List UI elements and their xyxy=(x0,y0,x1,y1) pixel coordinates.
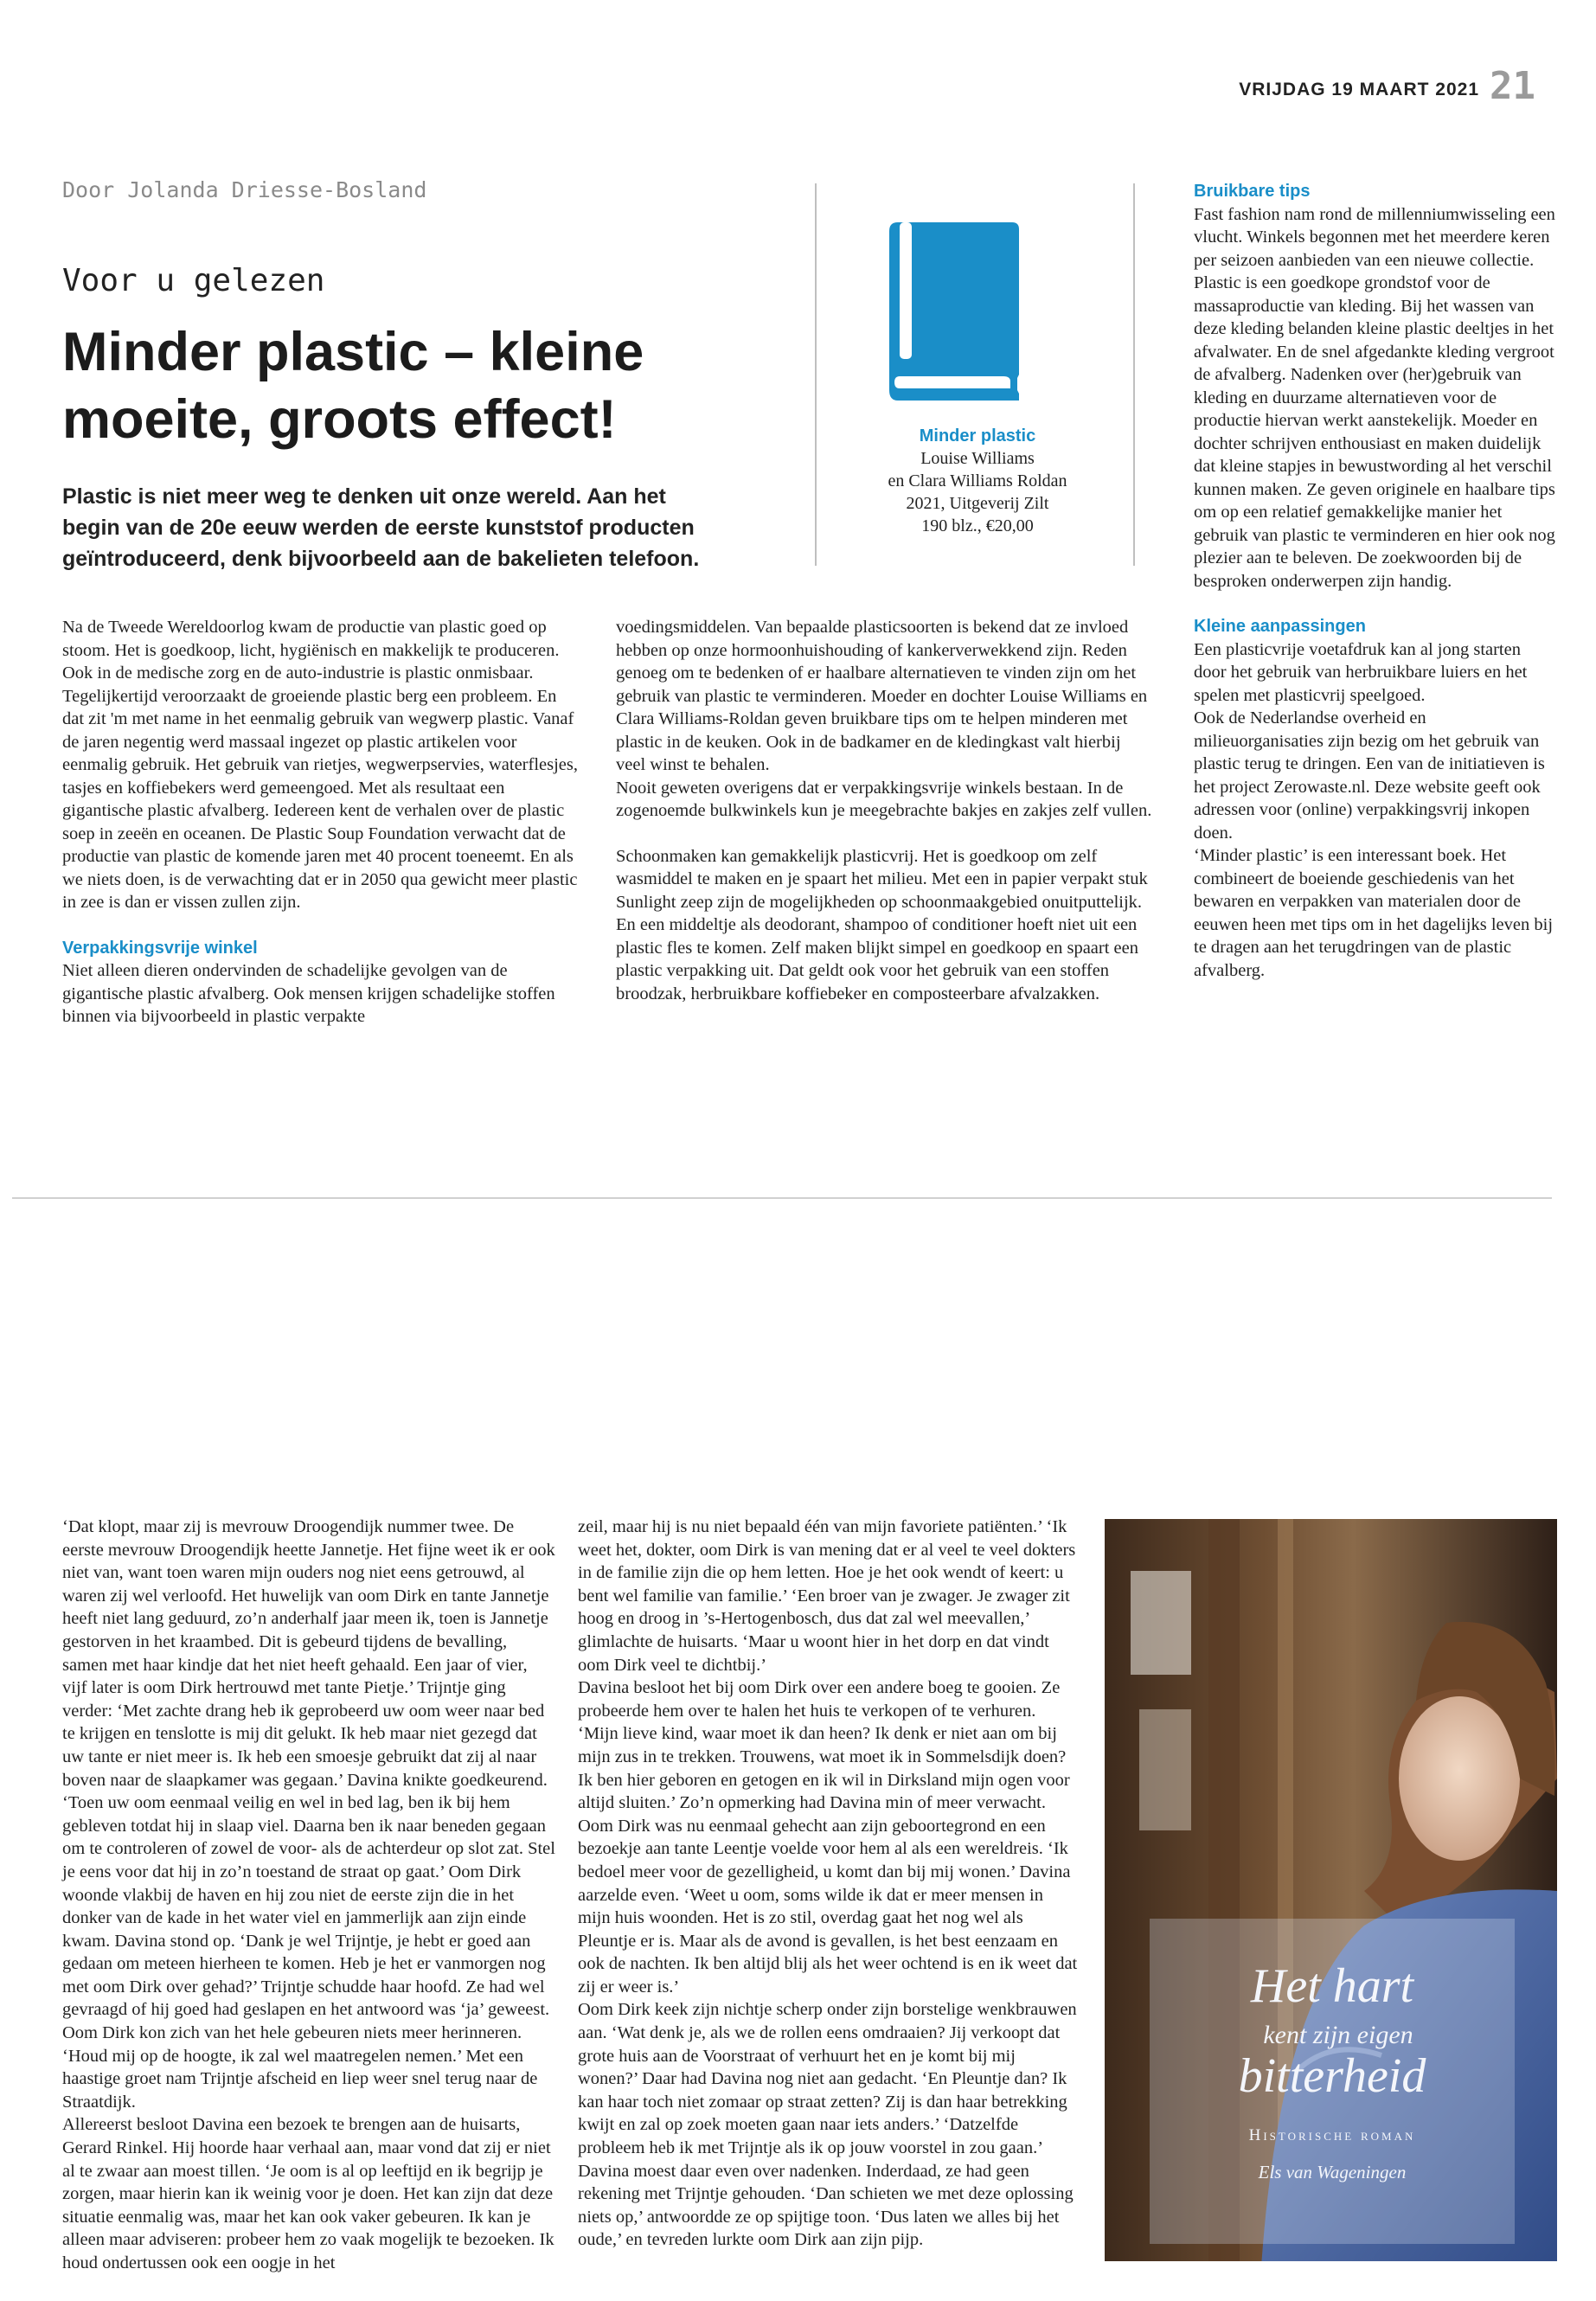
column-divider xyxy=(1133,183,1135,566)
paragraph: Oom Dirk keek zijn nichtje scherp onder zijn borstelige wenkbrauwen aan. ‘Wat denk je, als we de rollen eens omdraaien? Jij verkoopt dat grote huis aan de Voorstraat of verhuurt het en je komt bij mij wonen?’ Daar had Davina nog niet aan gedacht. ‘En Pleuntje dan? Ik kan haar toch niet zomaar op straat zetten? Zij is dan haar betrekking kwijt en zal op zoek moeten gaan naar iets anders.’ ‘Datzelfde probleem heb ik met Trijntje als ik op jouw voorstel in zou gaan.’ Davina moest daar even over nadenken. Inderdaad, ze had geen rekening met Trijntje gehouden. ‘Dan schieten we met deze oplossing niets op,’ antwoordde ze op spijtige toon. ‘Dus laten we alles bij het oude,’ en tevreden lurkte oom Dirk aan zijn pijp. xyxy=(578,2000,1077,2250)
paragraph: ‘Minder plastic’ is een interessant boek. Het combineert de boeiende geschiedenis van het bewaren en verpakken van materialen door de eeuwen heen met tips om in het dagelijks leven bij te dragen aan het terugdringen van de plastic afvalberg. xyxy=(1194,846,1554,980)
cover-author: Els van Wageningen xyxy=(1258,2162,1407,2182)
paragraph: Davina besloot het bij oom Dirk over een andere boeg te gooien. Ze probeerde hem over te halen het huis te verkopen of te verhuren. ‘Mijn lieve kind, waar moet ik dan heen? Ik denk er niet aan om bij mijn zus in te trekken. Trouwens, wat moet ik in Sommelsdijk doen? Ik ben hier geboren en getogen en ik wil in Dirksland mijn ogen voor altijd sluiten.’ Zo’n opmerking had Davina min of meer verwacht. Oom Dirk was nu eenmaal gehecht aan zijn geboortegrond en een bezoekje aan tante Leentje voelde voor hem al als een wereldreis. ‘Ik bedoel meer voor de gezelligheid, u komt dan bij mij wonen.’ Davina aarzelde even. ‘Weet u oom, soms wilde ik dat er meer mensen in mijn huis woonden. Het is zo stil, overdag gaat het nog wel als Pleuntje er is. Maar als de avond is gevallen, is het best eenzaam en ook de nachten. Ik ben altijd blij als het weer ochtend is en ik weet dat zij er weer is.’ xyxy=(578,1678,1078,1997)
paragraph: Tegelijkertijd veroorzaakt de groeiende plastic berg een probleem. En dat zit 'm met name in het eenmalig gebruik van wegwerp plastic. Vanaf de jaren negentig werd massaal ingezet op plastic artikelen voor eenmalig gebruik. Het gebruik van rietjes, wegwerpservies, waterflesjes, tasjes en koffiebekers werd gemeengoed. Met als resultaat een gigantische plastic afvalberg. Iedereen kent de verhalen over de plastic soep in zeeën en oceanen. De Plastic Soup Foundation verwacht dat de productie van plastic de komende jaren met 40 procent toeneemt. En als we niets doen, is de verwachting dat er in 2050 qua gewicht meer plastic in zee is dan er vissen zullen zijn. xyxy=(62,686,578,912)
paragraph: Een plasticvrije voetafdruk kan al jong starten door het gebruik van herbruikbare luiers en het spelen met plasticvrij speelgoed. xyxy=(1194,639,1528,705)
book-authors: en Clara Williams Roldan xyxy=(888,471,1067,490)
paragraph: Niet alleen dieren ondervinden de schadelijke gevolgen van de gigantische plastic afvalberg. Ook mensen krijgen schadelijke stoffen binnen via bijvoorbeeld in plastic verpakte xyxy=(62,961,555,1026)
paragraph: ‘Dat klopt, maar zij is mevrouw Droogendijk nummer twee. De eerste mevrouw Droogendijk heette Jannetje. Het fijne weet ik er ook niet van, want toen waren mijn ouders nog niet eens getrouwd, al waren zij wel verloofd. Het huwelijk van oom Dirk en tante Jannetje heeft niet lang geduurd, zo’n anderhalf jaar meen ik, toen is Jannetje gestorven in het kraambed. Dit is gebeurd tijdens de bevalling, samen met haar kindje dat het niet heeft gehaald. Een jaar of vier, vijf later is oom Dirk hertrouwd met tante Pietje.’ Trijntje ging verder: ‘Met zachte drang heb ik geprobeerd uw oom weer naar bed te krijgen en tenslotte is mij dit gelukt. Ik heb maar niet gezegd dat uw tante er niet meer is. Ik heb een smoesje gebruikt dat zij al naar boven naar de slaapkamer was gegaan.’ Davina knikte goedkeurend. ‘Toen uw oom eenmaal veilig en wel in bed lag, ben ik bij hem gebleven totdat hij in slaap viel. Daarna ben ik naar beneden gegaan om te controleren of zowel de voor- als de achterdeur op slot zat. Stel je eens voor dat hij in zo’n toestand de straat op gaat.’ Oom Dirk woonde vlakbij de haven en hij zou niet de eerste zijn die in het donker van de kade in het water viel en jammerlijk aan zijn einde kwam. Davina stond op. ‘Dank je wel Trijntje, je hebt er goed aan gedaan om meteen hierheen te komen. Heb je het er vanmorgen nog met oom Dirk over gehad?’ Trijntje schudde haar hoofd. Ze had wel gevraagd of hij goed had geslapen en het antwoord was ‘ja’ geweest. Oom Dirk kon zich van het hele gebeuren niets meer herinneren. ‘Houd mij op de hoogte, ik zal wel maatregelen nemen.’ Met een haastige groet nam Trijntje afscheid en liep weer snel terug naar de Straatdijk. xyxy=(62,1517,555,2112)
intro-line: geïntroduceerd, denk bijvoorbeeld aan de bakelieten telefoon. xyxy=(62,547,700,571)
book-authors: Louise Williams xyxy=(920,449,1035,468)
intro xyxy=(62,481,789,574)
page-number: 21 xyxy=(1490,64,1535,108)
byline: Door Jolanda Driesse-Bosland xyxy=(62,177,427,202)
book-publisher: 2021, Uitgeverij Zilt xyxy=(906,494,1049,513)
cover-title: bitterheid xyxy=(1238,2049,1426,2103)
book-title: Minder plastic xyxy=(919,426,1036,445)
cover-title: Het hart xyxy=(1250,1959,1414,2013)
intro-line: begin van de 20e eeuw werden de eerste kunststof producten xyxy=(62,516,695,540)
cover-title: kent zijn eigen xyxy=(1263,2021,1413,2049)
subheading: Kleine aanpassingen xyxy=(1194,617,1366,636)
cover-genre: Historische roman xyxy=(1248,2126,1416,2144)
paragraph: Fast fashion nam rond de millenniumwisseling een vlucht. Winkels begonnen met het meerdere keren per seizoen aanbieden van een nieuwe collectie. Plastic is een goedkope grondstof voor de massaproductie van kleding. Bij het wassen van deze kleding belanden kleine plastic deeltjes in het afvalwater. En de snel afgedankte kleding vergroot de afvalberg. Nadenken over (her)gebruik van kleding en duurzame alternatieven voor de productie hiervan werkt aanstekelijk. Moeder en dochter schrijven enthousiast en maken duidelijk dat kleine stapjes in bewustwording al het verschil kunnen maken. Ze geven originele en haalbare tips om op een relatief gemakkelijke manier het gebruik van plastic te verminderen en hier ook nog plezier aan te beleven. De zoekwoorden bij de besproken onderwerpen zijn handig. xyxy=(1194,204,1555,591)
paragraph: Nooit geweten overigens dat er verpakkingsvrije winkels bestaan. In de zogenoemde bulkwinkels kun je meegebrachte bakjes en zakjes zelf vullen. xyxy=(616,778,1152,820)
book-info xyxy=(848,425,1107,537)
subheading: Verpakkingsvrije winkel xyxy=(62,938,258,958)
book-cover xyxy=(1105,1519,1557,2261)
story-column xyxy=(578,1516,1080,2252)
kicker: Voor u gelezen xyxy=(62,263,325,298)
story-column xyxy=(62,1516,555,2275)
column-divider xyxy=(815,183,817,566)
paragraph: Na de Tweede Wereldoorlog kwam de productie van plastic goed op stoom. Het is goedkoop, licht, hygiënisch en makkelijk te produceren. Ook in de medische zorg en de auto-industrie is plastic onmisbaar. xyxy=(62,618,560,683)
section-divider xyxy=(12,1197,1552,1199)
intro-line: Plastic is niet meer weg te denken uit onze wereld. Aan het xyxy=(62,484,666,509)
book-details: 190 blz., €20,00 xyxy=(921,516,1034,535)
headline-line: Minder plastic – kleine xyxy=(62,322,644,382)
book-icon xyxy=(874,221,1021,402)
article-column xyxy=(1194,180,1557,982)
paragraph: zeil, maar hij is nu niet bepaald één van mijn favoriete patiënten.’ ‘Ik weet het, dokter, oom Dirk is van mening dat er al veel te veel dokters in de familie zijn die op hem letten. Hoe je het ook wendt of keert: u bent wel familie van familie.’ ‘Een broer van je zwager. Je zwager zit hoog en droog in ’s-Hertogenbosch, dus dat zal wel meevallen,’ glimlachte de huisarts. ‘Maar u woont hier in het dorp en dat vindt oom Dirk veel te dichtbij.’ xyxy=(578,1517,1076,1675)
issue-date: VRIJDAG 19 MAART 2021 xyxy=(1239,80,1479,99)
paragraph: Ook de Nederlandse overheid en milieuorganisaties zijn bezig om het gebruik van plastic terug te dringen. Een van de initiatieven is het project Zerowaste.nl. Deze website geeft ook adressen voor (online) verpakkingsvrij inkopen doen. xyxy=(1194,708,1545,843)
headline-line: moeite, groots effect! xyxy=(62,389,617,450)
article-column xyxy=(616,616,1152,1005)
headline xyxy=(62,318,806,453)
subheading: Bruikbare tips xyxy=(1194,182,1311,201)
paragraph: Allereerst besloot Davina een bezoek te brengen aan de huisarts, Gerard Rinkel. Hij hoorde haar verhaal aan, maar vond dat zij er niet al te zwaar aan moest tillen. ‘Je oom is al op leeftijd en ik begrijp je zorgen, maar hierin kan ik weinig voor je doen. Het kan zijn dat deze situatie eenmalig was, maar het kan ook vaker gebeuren. Ik kan je alleen maar adviseren: probeer hem zo vaak mogelijk te bezoeken. Ik houd ondertussen ook een oogje in het xyxy=(62,2115,554,2272)
article-column xyxy=(62,616,581,1029)
paragraph: Schoonmaken kan gemakkelijk plasticvrij. Het is goedkoop om zelf wasmiddel te maken en je spaart het milieu. Met een in papier verpakt stuk Sunlight zeep zijn de mogelijkheden op schoonmaakgebied onuitputtelijk. En een middeltje als deodorant, shampoo of conditioner hoeft niet uit een plastic fles te komen. Zelf maken blijkt simpel en goedkoop en spaart een plastic verpakking uit. Dat geldt ook voor het gebruik van een stoffen broodzak, herbruikbare koffiebeker en composteerbare afvalzakken. xyxy=(616,846,1148,1003)
paragraph: voedingsmiddelen. Van bepaalde plasticsoorten is bekend dat ze invloed hebben op onze hormoonhuishouding of kankerverwekkend zijn. Reden genoeg om te bedenken of er haalbare alternatieven te vinden zijn om het gebruik van plastic te verminderen. Moeder en dochter Louise Williams en Clara Williams-Roldan geven bruikbare tips om te helpen minderen met plastic in de keuken. Ook in de badkamer en de kledingkast valt hierbij veel winst te behalen. xyxy=(616,618,1148,774)
